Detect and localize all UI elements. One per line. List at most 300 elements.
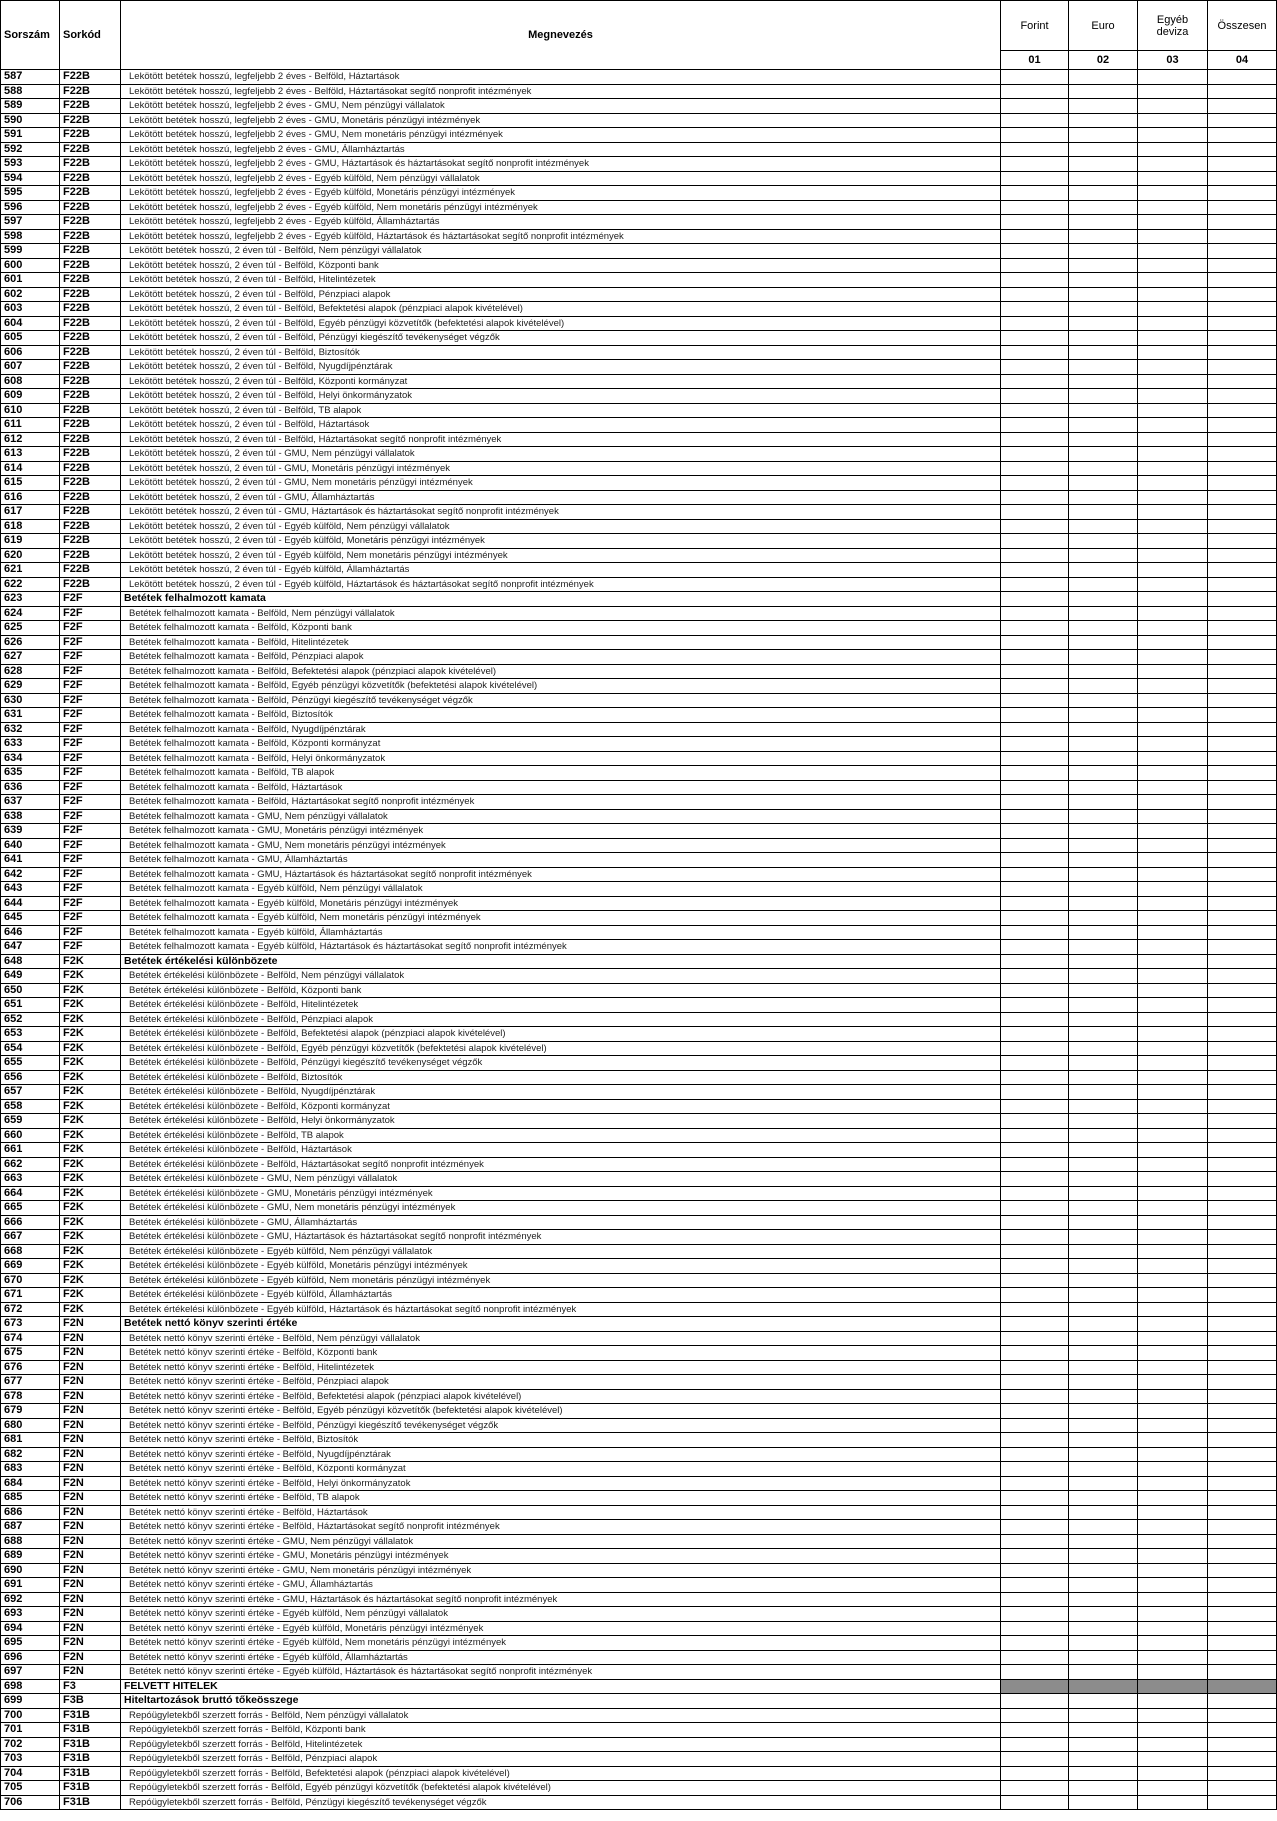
value-cell-osszesen[interactable] — [1208, 795, 1277, 810]
value-cell-forint[interactable] — [1001, 1781, 1069, 1796]
value-cell-egyeb[interactable] — [1138, 70, 1208, 85]
value-cell-forint[interactable] — [1001, 505, 1069, 520]
value-cell-egyeb[interactable] — [1138, 548, 1208, 563]
value-cell-egyeb[interactable] — [1138, 1418, 1208, 1433]
value-cell-forint[interactable] — [1001, 1041, 1069, 1056]
value-cell-osszesen[interactable] — [1208, 519, 1277, 534]
value-cell-forint[interactable] — [1001, 1694, 1069, 1709]
value-cell-egyeb[interactable] — [1138, 331, 1208, 346]
value-cell-osszesen[interactable] — [1208, 1273, 1277, 1288]
value-cell-forint[interactable] — [1001, 70, 1069, 85]
value-cell-osszesen[interactable] — [1208, 838, 1277, 853]
value-cell-forint[interactable] — [1001, 1244, 1069, 1259]
value-cell-osszesen[interactable] — [1208, 128, 1277, 143]
value-cell-egyeb[interactable] — [1138, 1128, 1208, 1143]
value-cell-forint[interactable] — [1001, 635, 1069, 650]
value-cell-euro[interactable] — [1069, 708, 1138, 723]
value-cell-osszesen[interactable] — [1208, 1781, 1277, 1796]
value-cell-osszesen[interactable] — [1208, 751, 1277, 766]
value-cell-euro[interactable] — [1069, 1592, 1138, 1607]
value-cell-euro[interactable] — [1069, 1679, 1138, 1694]
value-cell-euro[interactable] — [1069, 1273, 1138, 1288]
value-cell-euro[interactable] — [1069, 1375, 1138, 1390]
value-cell-forint[interactable] — [1001, 896, 1069, 911]
value-cell-forint[interactable] — [1001, 360, 1069, 375]
value-cell-egyeb[interactable] — [1138, 200, 1208, 215]
value-cell-forint[interactable] — [1001, 650, 1069, 665]
value-cell-forint[interactable] — [1001, 1766, 1069, 1781]
value-cell-euro[interactable] — [1069, 592, 1138, 607]
value-cell-forint[interactable] — [1001, 882, 1069, 897]
value-cell-forint[interactable] — [1001, 838, 1069, 853]
value-cell-euro[interactable] — [1069, 1389, 1138, 1404]
value-cell-egyeb[interactable] — [1138, 940, 1208, 955]
value-cell-osszesen[interactable] — [1208, 1099, 1277, 1114]
value-cell-osszesen[interactable] — [1208, 650, 1277, 665]
value-cell-egyeb[interactable] — [1138, 1433, 1208, 1448]
value-cell-euro[interactable] — [1069, 940, 1138, 955]
value-cell-forint[interactable] — [1001, 1491, 1069, 1506]
value-cell-forint[interactable] — [1001, 1012, 1069, 1027]
value-cell-euro[interactable] — [1069, 679, 1138, 694]
value-cell-egyeb[interactable] — [1138, 447, 1208, 462]
value-cell-egyeb[interactable] — [1138, 1056, 1208, 1071]
value-cell-euro[interactable] — [1069, 505, 1138, 520]
value-cell-euro[interactable] — [1069, 345, 1138, 360]
value-cell-forint[interactable] — [1001, 1737, 1069, 1752]
value-cell-forint[interactable] — [1001, 954, 1069, 969]
value-cell-euro[interactable] — [1069, 751, 1138, 766]
value-cell-forint[interactable] — [1001, 1186, 1069, 1201]
value-cell-osszesen[interactable] — [1208, 70, 1277, 85]
value-cell-euro[interactable] — [1069, 1636, 1138, 1651]
value-cell-forint[interactable] — [1001, 1317, 1069, 1332]
value-cell-osszesen[interactable] — [1208, 1418, 1277, 1433]
value-cell-forint[interactable] — [1001, 1288, 1069, 1303]
value-cell-euro[interactable] — [1069, 490, 1138, 505]
value-cell-osszesen[interactable] — [1208, 461, 1277, 476]
value-cell-osszesen[interactable] — [1208, 1737, 1277, 1752]
value-cell-osszesen[interactable] — [1208, 1041, 1277, 1056]
value-cell-osszesen[interactable] — [1208, 345, 1277, 360]
value-cell-forint[interactable] — [1001, 432, 1069, 447]
value-cell-euro[interactable] — [1069, 621, 1138, 636]
value-cell-osszesen[interactable] — [1208, 635, 1277, 650]
value-cell-forint[interactable] — [1001, 548, 1069, 563]
value-cell-egyeb[interactable] — [1138, 229, 1208, 244]
value-cell-forint[interactable] — [1001, 1418, 1069, 1433]
value-cell-egyeb[interactable] — [1138, 664, 1208, 679]
value-cell-osszesen[interactable] — [1208, 1476, 1277, 1491]
value-cell-osszesen[interactable] — [1208, 1288, 1277, 1303]
value-cell-egyeb[interactable] — [1138, 99, 1208, 114]
value-cell-forint[interactable] — [1001, 1462, 1069, 1477]
value-cell-egyeb[interactable] — [1138, 1636, 1208, 1651]
value-cell-egyeb[interactable] — [1138, 998, 1208, 1013]
value-cell-osszesen[interactable] — [1208, 1679, 1277, 1694]
value-cell-forint[interactable] — [1001, 606, 1069, 621]
value-cell-egyeb[interactable] — [1138, 461, 1208, 476]
value-cell-forint[interactable] — [1001, 302, 1069, 317]
value-cell-forint[interactable] — [1001, 1099, 1069, 1114]
value-cell-egyeb[interactable] — [1138, 1186, 1208, 1201]
value-cell-osszesen[interactable] — [1208, 592, 1277, 607]
value-cell-osszesen[interactable] — [1208, 577, 1277, 592]
value-cell-euro[interactable] — [1069, 1215, 1138, 1230]
value-cell-egyeb[interactable] — [1138, 302, 1208, 317]
value-cell-euro[interactable] — [1069, 374, 1138, 389]
value-cell-forint[interactable] — [1001, 1027, 1069, 1042]
value-cell-osszesen[interactable] — [1208, 1230, 1277, 1245]
value-cell-egyeb[interactable] — [1138, 693, 1208, 708]
value-cell-egyeb[interactable] — [1138, 1259, 1208, 1274]
value-cell-euro[interactable] — [1069, 1766, 1138, 1781]
value-cell-euro[interactable] — [1069, 853, 1138, 868]
value-cell-egyeb[interactable] — [1138, 1708, 1208, 1723]
value-cell-egyeb[interactable] — [1138, 1766, 1208, 1781]
value-cell-osszesen[interactable] — [1208, 99, 1277, 114]
value-cell-forint[interactable] — [1001, 664, 1069, 679]
value-cell-osszesen[interactable] — [1208, 505, 1277, 520]
value-cell-euro[interactable] — [1069, 1534, 1138, 1549]
value-cell-euro[interactable] — [1069, 1056, 1138, 1071]
value-cell-egyeb[interactable] — [1138, 244, 1208, 259]
value-cell-euro[interactable] — [1069, 1418, 1138, 1433]
value-cell-osszesen[interactable] — [1208, 548, 1277, 563]
value-cell-forint[interactable] — [1001, 316, 1069, 331]
value-cell-forint[interactable] — [1001, 737, 1069, 752]
value-cell-forint[interactable] — [1001, 853, 1069, 868]
value-cell-euro[interactable] — [1069, 1723, 1138, 1738]
value-cell-forint[interactable] — [1001, 534, 1069, 549]
value-cell-egyeb[interactable] — [1138, 1462, 1208, 1477]
value-cell-forint[interactable] — [1001, 940, 1069, 955]
value-cell-forint[interactable] — [1001, 258, 1069, 273]
value-cell-egyeb[interactable] — [1138, 1447, 1208, 1462]
value-cell-euro[interactable] — [1069, 360, 1138, 375]
value-cell-egyeb[interactable] — [1138, 911, 1208, 926]
value-cell-egyeb[interactable] — [1138, 1375, 1208, 1390]
value-cell-forint[interactable] — [1001, 1331, 1069, 1346]
value-cell-forint[interactable] — [1001, 708, 1069, 723]
value-cell-forint[interactable] — [1001, 824, 1069, 839]
value-cell-egyeb[interactable] — [1138, 592, 1208, 607]
value-cell-euro[interactable] — [1069, 911, 1138, 926]
value-cell-euro[interactable] — [1069, 461, 1138, 476]
value-cell-forint[interactable] — [1001, 751, 1069, 766]
value-cell-osszesen[interactable] — [1208, 679, 1277, 694]
value-cell-egyeb[interactable] — [1138, 374, 1208, 389]
value-cell-egyeb[interactable] — [1138, 1360, 1208, 1375]
value-cell-euro[interactable] — [1069, 983, 1138, 998]
value-cell-forint[interactable] — [1001, 1795, 1069, 1810]
value-cell-egyeb[interactable] — [1138, 316, 1208, 331]
value-cell-egyeb[interactable] — [1138, 1723, 1208, 1738]
value-cell-forint[interactable] — [1001, 476, 1069, 491]
value-cell-euro[interactable] — [1069, 70, 1138, 85]
value-cell-euro[interactable] — [1069, 287, 1138, 302]
value-cell-forint[interactable] — [1001, 766, 1069, 781]
value-cell-osszesen[interactable] — [1208, 1752, 1277, 1767]
value-cell-forint[interactable] — [1001, 1114, 1069, 1129]
value-cell-euro[interactable] — [1069, 1012, 1138, 1027]
value-cell-egyeb[interactable] — [1138, 809, 1208, 824]
value-cell-egyeb[interactable] — [1138, 1273, 1208, 1288]
value-cell-egyeb[interactable] — [1138, 1563, 1208, 1578]
value-cell-forint[interactable] — [1001, 113, 1069, 128]
value-cell-forint[interactable] — [1001, 693, 1069, 708]
value-cell-osszesen[interactable] — [1208, 171, 1277, 186]
value-cell-euro[interactable] — [1069, 171, 1138, 186]
value-cell-euro[interactable] — [1069, 882, 1138, 897]
value-cell-egyeb[interactable] — [1138, 215, 1208, 230]
value-cell-egyeb[interactable] — [1138, 505, 1208, 520]
value-cell-egyeb[interactable] — [1138, 708, 1208, 723]
value-cell-forint[interactable] — [1001, 1534, 1069, 1549]
value-cell-euro[interactable] — [1069, 1650, 1138, 1665]
value-cell-egyeb[interactable] — [1138, 737, 1208, 752]
value-cell-egyeb[interactable] — [1138, 969, 1208, 984]
value-cell-osszesen[interactable] — [1208, 1172, 1277, 1187]
value-cell-osszesen[interactable] — [1208, 1708, 1277, 1723]
value-cell-euro[interactable] — [1069, 403, 1138, 418]
value-cell-forint[interactable] — [1001, 186, 1069, 201]
value-cell-osszesen[interactable] — [1208, 287, 1277, 302]
value-cell-egyeb[interactable] — [1138, 84, 1208, 99]
value-cell-egyeb[interactable] — [1138, 1244, 1208, 1259]
value-cell-euro[interactable] — [1069, 1157, 1138, 1172]
value-cell-osszesen[interactable] — [1208, 1520, 1277, 1535]
value-cell-euro[interactable] — [1069, 1143, 1138, 1158]
value-cell-forint[interactable] — [1001, 389, 1069, 404]
value-cell-osszesen[interactable] — [1208, 1128, 1277, 1143]
value-cell-euro[interactable] — [1069, 1404, 1138, 1419]
value-cell-osszesen[interactable] — [1208, 1143, 1277, 1158]
value-cell-egyeb[interactable] — [1138, 1201, 1208, 1216]
value-cell-euro[interactable] — [1069, 722, 1138, 737]
value-cell-osszesen[interactable] — [1208, 418, 1277, 433]
value-cell-forint[interactable] — [1001, 1621, 1069, 1636]
value-cell-euro[interactable] — [1069, 1694, 1138, 1709]
value-cell-osszesen[interactable] — [1208, 302, 1277, 317]
value-cell-egyeb[interactable] — [1138, 1781, 1208, 1796]
value-cell-euro[interactable] — [1069, 969, 1138, 984]
value-cell-euro[interactable] — [1069, 635, 1138, 650]
value-cell-osszesen[interactable] — [1208, 780, 1277, 795]
value-cell-euro[interactable] — [1069, 1302, 1138, 1317]
value-cell-euro[interactable] — [1069, 1346, 1138, 1361]
value-cell-osszesen[interactable] — [1208, 360, 1277, 375]
value-cell-euro[interactable] — [1069, 1665, 1138, 1680]
value-cell-euro[interactable] — [1069, 534, 1138, 549]
value-cell-forint[interactable] — [1001, 1404, 1069, 1419]
value-cell-euro[interactable] — [1069, 519, 1138, 534]
value-cell-forint[interactable] — [1001, 461, 1069, 476]
value-cell-forint[interactable] — [1001, 447, 1069, 462]
value-cell-euro[interactable] — [1069, 780, 1138, 795]
value-cell-euro[interactable] — [1069, 896, 1138, 911]
value-cell-osszesen[interactable] — [1208, 1317, 1277, 1332]
value-cell-euro[interactable] — [1069, 1041, 1138, 1056]
value-cell-euro[interactable] — [1069, 1360, 1138, 1375]
value-cell-euro[interactable] — [1069, 824, 1138, 839]
value-cell-osszesen[interactable] — [1208, 1534, 1277, 1549]
value-cell-euro[interactable] — [1069, 1462, 1138, 1477]
value-cell-forint[interactable] — [1001, 244, 1069, 259]
value-cell-euro[interactable] — [1069, 766, 1138, 781]
value-cell-euro[interactable] — [1069, 1186, 1138, 1201]
value-cell-euro[interactable] — [1069, 737, 1138, 752]
value-cell-euro[interactable] — [1069, 331, 1138, 346]
value-cell-osszesen[interactable] — [1208, 1346, 1277, 1361]
value-cell-osszesen[interactable] — [1208, 954, 1277, 969]
value-cell-forint[interactable] — [1001, 229, 1069, 244]
value-cell-osszesen[interactable] — [1208, 853, 1277, 868]
value-cell-forint[interactable] — [1001, 1389, 1069, 1404]
value-cell-osszesen[interactable] — [1208, 389, 1277, 404]
value-cell-forint[interactable] — [1001, 1360, 1069, 1375]
value-cell-euro[interactable] — [1069, 476, 1138, 491]
value-cell-euro[interactable] — [1069, 142, 1138, 157]
value-cell-forint[interactable] — [1001, 287, 1069, 302]
value-cell-egyeb[interactable] — [1138, 722, 1208, 737]
value-cell-egyeb[interactable] — [1138, 186, 1208, 201]
value-cell-egyeb[interactable] — [1138, 1172, 1208, 1187]
value-cell-forint[interactable] — [1001, 1578, 1069, 1593]
value-cell-euro[interactable] — [1069, 1621, 1138, 1636]
value-cell-euro[interactable] — [1069, 258, 1138, 273]
value-cell-euro[interactable] — [1069, 606, 1138, 621]
value-cell-osszesen[interactable] — [1208, 1621, 1277, 1636]
value-cell-egyeb[interactable] — [1138, 258, 1208, 273]
value-cell-egyeb[interactable] — [1138, 896, 1208, 911]
value-cell-egyeb[interactable] — [1138, 1534, 1208, 1549]
value-cell-egyeb[interactable] — [1138, 1346, 1208, 1361]
value-cell-forint[interactable] — [1001, 780, 1069, 795]
value-cell-forint[interactable] — [1001, 1723, 1069, 1738]
value-cell-egyeb[interactable] — [1138, 795, 1208, 810]
value-cell-egyeb[interactable] — [1138, 1027, 1208, 1042]
value-cell-euro[interactable] — [1069, 186, 1138, 201]
value-cell-euro[interactable] — [1069, 1781, 1138, 1796]
value-cell-osszesen[interactable] — [1208, 1157, 1277, 1172]
value-cell-osszesen[interactable] — [1208, 824, 1277, 839]
value-cell-osszesen[interactable] — [1208, 1636, 1277, 1651]
value-cell-egyeb[interactable] — [1138, 1404, 1208, 1419]
value-cell-euro[interactable] — [1069, 998, 1138, 1013]
value-cell-osszesen[interactable] — [1208, 1404, 1277, 1419]
value-cell-euro[interactable] — [1069, 664, 1138, 679]
value-cell-forint[interactable] — [1001, 925, 1069, 940]
value-cell-forint[interactable] — [1001, 621, 1069, 636]
value-cell-osszesen[interactable] — [1208, 403, 1277, 418]
value-cell-osszesen[interactable] — [1208, 1331, 1277, 1346]
value-cell-osszesen[interactable] — [1208, 1563, 1277, 1578]
value-cell-euro[interactable] — [1069, 273, 1138, 288]
value-cell-forint[interactable] — [1001, 577, 1069, 592]
value-cell-osszesen[interactable] — [1208, 1244, 1277, 1259]
value-cell-osszesen[interactable] — [1208, 273, 1277, 288]
value-cell-egyeb[interactable] — [1138, 1752, 1208, 1767]
value-cell-forint[interactable] — [1001, 1143, 1069, 1158]
value-cell-osszesen[interactable] — [1208, 708, 1277, 723]
value-cell-osszesen[interactable] — [1208, 1070, 1277, 1085]
value-cell-euro[interactable] — [1069, 1288, 1138, 1303]
value-cell-euro[interactable] — [1069, 447, 1138, 462]
value-cell-egyeb[interactable] — [1138, 287, 1208, 302]
value-cell-egyeb[interactable] — [1138, 1230, 1208, 1245]
value-cell-euro[interactable] — [1069, 925, 1138, 940]
value-cell-forint[interactable] — [1001, 1433, 1069, 1448]
value-cell-forint[interactable] — [1001, 1665, 1069, 1680]
value-cell-egyeb[interactable] — [1138, 780, 1208, 795]
value-cell-euro[interactable] — [1069, 316, 1138, 331]
value-cell-forint[interactable] — [1001, 142, 1069, 157]
value-cell-egyeb[interactable] — [1138, 867, 1208, 882]
value-cell-egyeb[interactable] — [1138, 1099, 1208, 1114]
value-cell-egyeb[interactable] — [1138, 1650, 1208, 1665]
value-cell-euro[interactable] — [1069, 548, 1138, 563]
value-cell-egyeb[interactable] — [1138, 1143, 1208, 1158]
value-cell-euro[interactable] — [1069, 1099, 1138, 1114]
value-cell-osszesen[interactable] — [1208, 1215, 1277, 1230]
value-cell-euro[interactable] — [1069, 432, 1138, 447]
value-cell-euro[interactable] — [1069, 867, 1138, 882]
value-cell-egyeb[interactable] — [1138, 273, 1208, 288]
value-cell-egyeb[interactable] — [1138, 824, 1208, 839]
value-cell-euro[interactable] — [1069, 1795, 1138, 1810]
value-cell-osszesen[interactable] — [1208, 1433, 1277, 1448]
value-cell-egyeb[interactable] — [1138, 360, 1208, 375]
value-cell-forint[interactable] — [1001, 998, 1069, 1013]
value-cell-osszesen[interactable] — [1208, 229, 1277, 244]
value-cell-egyeb[interactable] — [1138, 1288, 1208, 1303]
value-cell-egyeb[interactable] — [1138, 128, 1208, 143]
value-cell-forint[interactable] — [1001, 84, 1069, 99]
value-cell-egyeb[interactable] — [1138, 679, 1208, 694]
value-cell-euro[interactable] — [1069, 1259, 1138, 1274]
value-cell-forint[interactable] — [1001, 1056, 1069, 1071]
value-cell-forint[interactable] — [1001, 1505, 1069, 1520]
value-cell-egyeb[interactable] — [1138, 1592, 1208, 1607]
value-cell-egyeb[interactable] — [1138, 1476, 1208, 1491]
value-cell-osszesen[interactable] — [1208, 1491, 1277, 1506]
value-cell-egyeb[interactable] — [1138, 1302, 1208, 1317]
value-cell-euro[interactable] — [1069, 954, 1138, 969]
value-cell-euro[interactable] — [1069, 838, 1138, 853]
value-cell-forint[interactable] — [1001, 490, 1069, 505]
value-cell-osszesen[interactable] — [1208, 200, 1277, 215]
value-cell-forint[interactable] — [1001, 171, 1069, 186]
value-cell-osszesen[interactable] — [1208, 693, 1277, 708]
value-cell-forint[interactable] — [1001, 867, 1069, 882]
value-cell-euro[interactable] — [1069, 1128, 1138, 1143]
value-cell-euro[interactable] — [1069, 1737, 1138, 1752]
value-cell-egyeb[interactable] — [1138, 621, 1208, 636]
value-cell-euro[interactable] — [1069, 1317, 1138, 1332]
value-cell-osszesen[interactable] — [1208, 1085, 1277, 1100]
value-cell-osszesen[interactable] — [1208, 867, 1277, 882]
value-cell-osszesen[interactable] — [1208, 142, 1277, 157]
value-cell-osszesen[interactable] — [1208, 447, 1277, 462]
value-cell-egyeb[interactable] — [1138, 635, 1208, 650]
value-cell-forint[interactable] — [1001, 1476, 1069, 1491]
value-cell-forint[interactable] — [1001, 1259, 1069, 1274]
value-cell-forint[interactable] — [1001, 1650, 1069, 1665]
value-cell-euro[interactable] — [1069, 809, 1138, 824]
value-cell-osszesen[interactable] — [1208, 258, 1277, 273]
value-cell-egyeb[interactable] — [1138, 476, 1208, 491]
